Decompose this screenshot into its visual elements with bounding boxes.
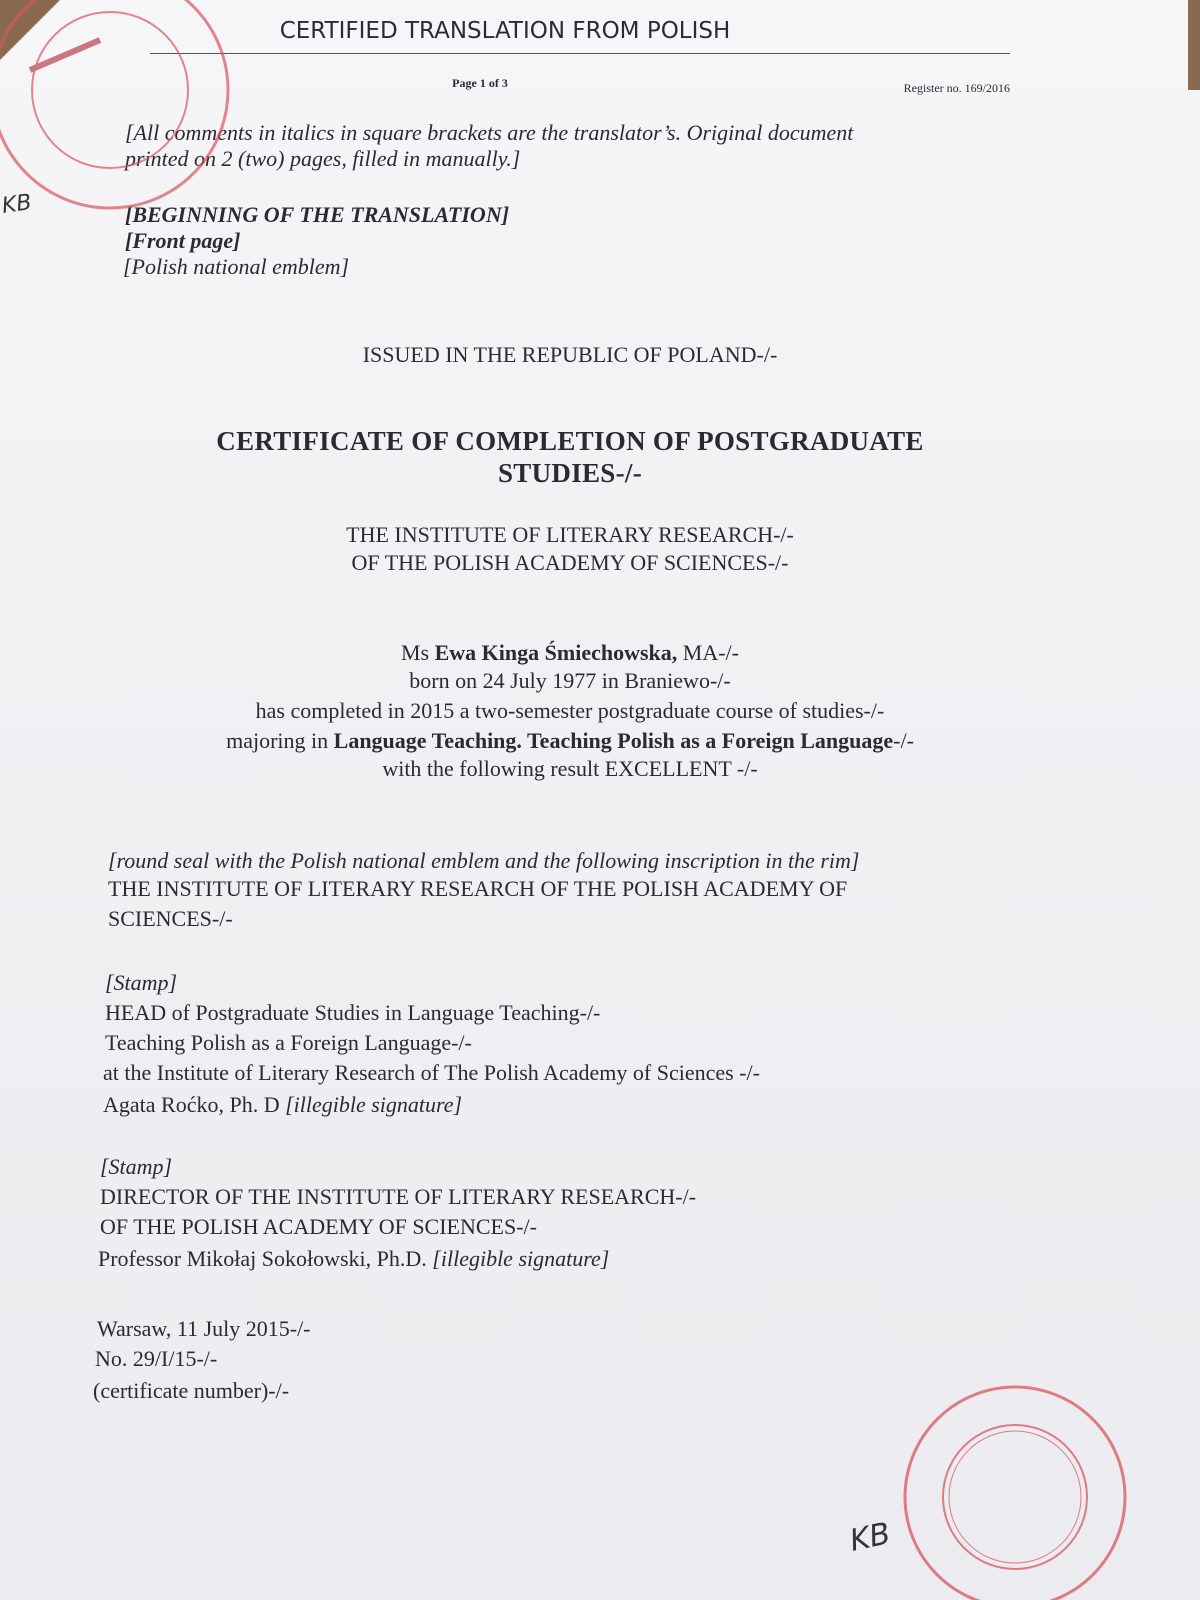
stamp1-line2: Teaching Polish as a Foreign Language-/-: [105, 1030, 472, 1055]
issued-in-line: ISSUED IN THE REPUBLIC OF POLAND-/-: [362, 342, 778, 367]
recipient-name-line: [0, 640, 1140, 666]
stamp2-signature: [illegible signature]: [432, 1246, 610, 1271]
stamp1-line3: at the Institute of Literary Research of The Polish Academy of Sciences -/-: [103, 1060, 760, 1085]
major-suffix: -/-: [893, 728, 914, 753]
birth-line: born on 24 July 1977 in Braniewo-/-: [409, 668, 731, 693]
stamp2-label: [Stamp]: [100, 1154, 173, 1179]
recipient-suffix: MA-/-: [677, 640, 739, 665]
stamp1-label: [Stamp]: [105, 970, 178, 995]
completion-line: has completed in 2015 a two-semester postgraduate course of studies-/-: [255, 698, 885, 723]
stamp1-signer: Agata Roćko, Ph. D: [103, 1092, 286, 1117]
seal-inscription-line2: SCIENCES-/-: [108, 906, 233, 931]
seal-inscription-line1: THE INSTITUTE OF LITERARY RESEARCH OF THE POLISH ACADEMY OF: [108, 876, 848, 901]
front-page-label: [Front page]: [125, 228, 241, 253]
translator-note-line1: [All comments in italics in square brackets are the translator’s. Original document: [125, 120, 854, 145]
stamp1-signature: [illegible signature]: [285, 1092, 463, 1117]
recipient-name: Ewa Kinga Śmiechowska,: [434, 640, 678, 665]
stamp2-line1: DIRECTOR OF THE INSTITUTE OF LITERARY RESEARCH-/-: [100, 1184, 697, 1209]
result-line: with the following result EXCELLENT -/-: [382, 756, 758, 781]
page-number: Page 1 of 3: [452, 76, 508, 90]
table-background-edge: [1188, 0, 1200, 90]
institute-line1: THE INSTITUTE OF LITERARY RESEARCH-/-: [346, 522, 794, 547]
register-number: Register no. 169/2016: [903, 81, 1010, 95]
stamp2-signer: Professor Mikołaj Sokołowski, Ph.D.: [98, 1246, 433, 1271]
stamp1-signer-line: [103, 1092, 462, 1118]
certificate-number-note: (certificate number)-/-: [93, 1378, 290, 1403]
institute-line2: OF THE POLISH ACADEMY OF SCIENCES-/-: [351, 550, 789, 575]
place-date: Warsaw, 11 July 2015-/-: [97, 1316, 311, 1341]
translator-note-line2: printed on 2 (two) pages, filled in manually.]: [125, 146, 521, 171]
stamp2-signer-line: [98, 1246, 609, 1272]
translator-seal-bottom: [895, 1372, 1130, 1600]
translator-seal-top: [0, 0, 250, 210]
beginning-of-translation: [BEGINNING OF THE TRANSLATION]: [125, 202, 510, 227]
document-header-title: CERTIFIED TRANSLATION FROM POLISH: [279, 18, 731, 44]
certificate-title-line2: STUDIES-/-: [497, 458, 643, 488]
stamp2-line2: OF THE POLISH ACADEMY OF SCIENCES-/-: [100, 1214, 537, 1239]
certificate-number: No. 29/I/15-/-: [95, 1346, 218, 1371]
seal-note: [round seal with the Polish national emblem and the following inscription in the rim]: [108, 848, 860, 873]
major-name: Language Teaching. Teaching Polish as a Foreign Language: [333, 728, 894, 753]
major-prefix: majoring in: [226, 728, 334, 753]
certificate-title-line1: CERTIFICATE OF COMPLETION OF POSTGRADUATE: [216, 426, 924, 456]
emblem-note: [Polish national emblem]: [123, 254, 350, 279]
handwritten-initials-bottom: KB: [846, 1516, 894, 1559]
handwritten-initials-top: KB: [0, 190, 34, 219]
major-line: [0, 728, 1140, 754]
recipient-prefix: Ms: [401, 640, 435, 665]
header-divider: [150, 53, 1010, 54]
stamp1-line1: HEAD of Postgraduate Studies in Language Teaching-/-: [105, 1000, 601, 1025]
